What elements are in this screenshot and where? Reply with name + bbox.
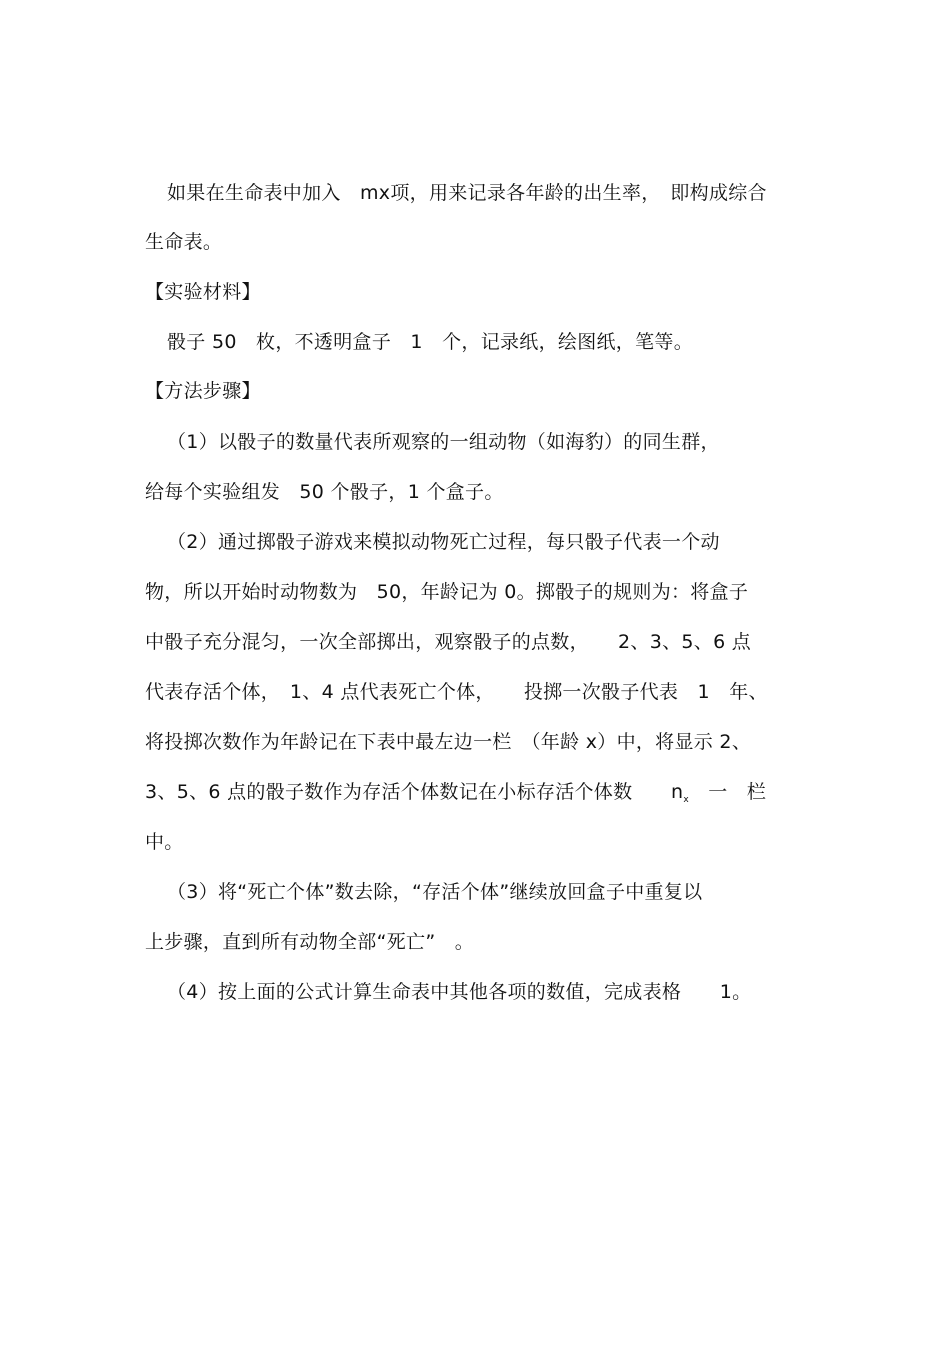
- step-2-line-7: 中。: [145, 831, 184, 853]
- step-3-line-2: 上步骤，直到所有动物全部“死亡” 。: [145, 931, 475, 953]
- step-1-line-2: 给每个实验组发 50 个骰子，1 个盒子。: [145, 481, 504, 503]
- paragraph-1-line-2: 生命表。: [145, 231, 223, 253]
- paragraph-1-line-1: 如果在生命表中加入 mx项，用来记录各年龄的出生率， 即构成综合: [167, 182, 767, 204]
- step-2-line-6: [145, 779, 766, 809]
- step-1-line-1: （1）以骰子的数量代表所观察的一组动物（如海豹）的同生群，: [167, 431, 720, 453]
- step-3-line-1: （3）将“死亡个体”数去除，“存活个体”继续放回盒子中重复以: [167, 881, 703, 903]
- heading-methods: 【方法步骤】: [145, 380, 261, 402]
- step-4-line-1: （4）按上面的公式计算生命表中其他各项的数值，完成表格 1。: [167, 981, 752, 1003]
- step-2-line-1: （2）通过掷骰子游戏来模拟动物死亡过程，每只骰子代表一个动: [167, 531, 720, 553]
- materials-text: 骰子 50 枚，不透明盒子 1 个，记录纸，绘图纸，笔等。: [167, 331, 694, 353]
- subscript-x: x: [683, 795, 689, 805]
- step-2-line-6-text: 3、5、6 点的骰子数作为存活个体数记在小标存活个体数 n: [145, 781, 684, 803]
- step-2-line-5: 将投掷次数作为年龄记在下表中最左边一栏 （年龄 x）中，将显示 2、: [145, 731, 752, 753]
- step-2-line-3: 中骰子充分混匀，一次全部掷出，观察骰子的点数， 2、3、5、6 点: [145, 631, 752, 653]
- heading-materials: 【实验材料】: [145, 281, 261, 303]
- step-2-line-4: 代表存活个体， 1、4 点代表死亡个体， 投掷一次骰子代表 1 年、: [145, 681, 768, 703]
- step-2-line-2: 物，所以开始时动物数为 50，年龄记为 0。掷骰子的规则为：将盒子: [145, 581, 749, 603]
- step-2-line-6-tail: 一 栏: [689, 781, 767, 803]
